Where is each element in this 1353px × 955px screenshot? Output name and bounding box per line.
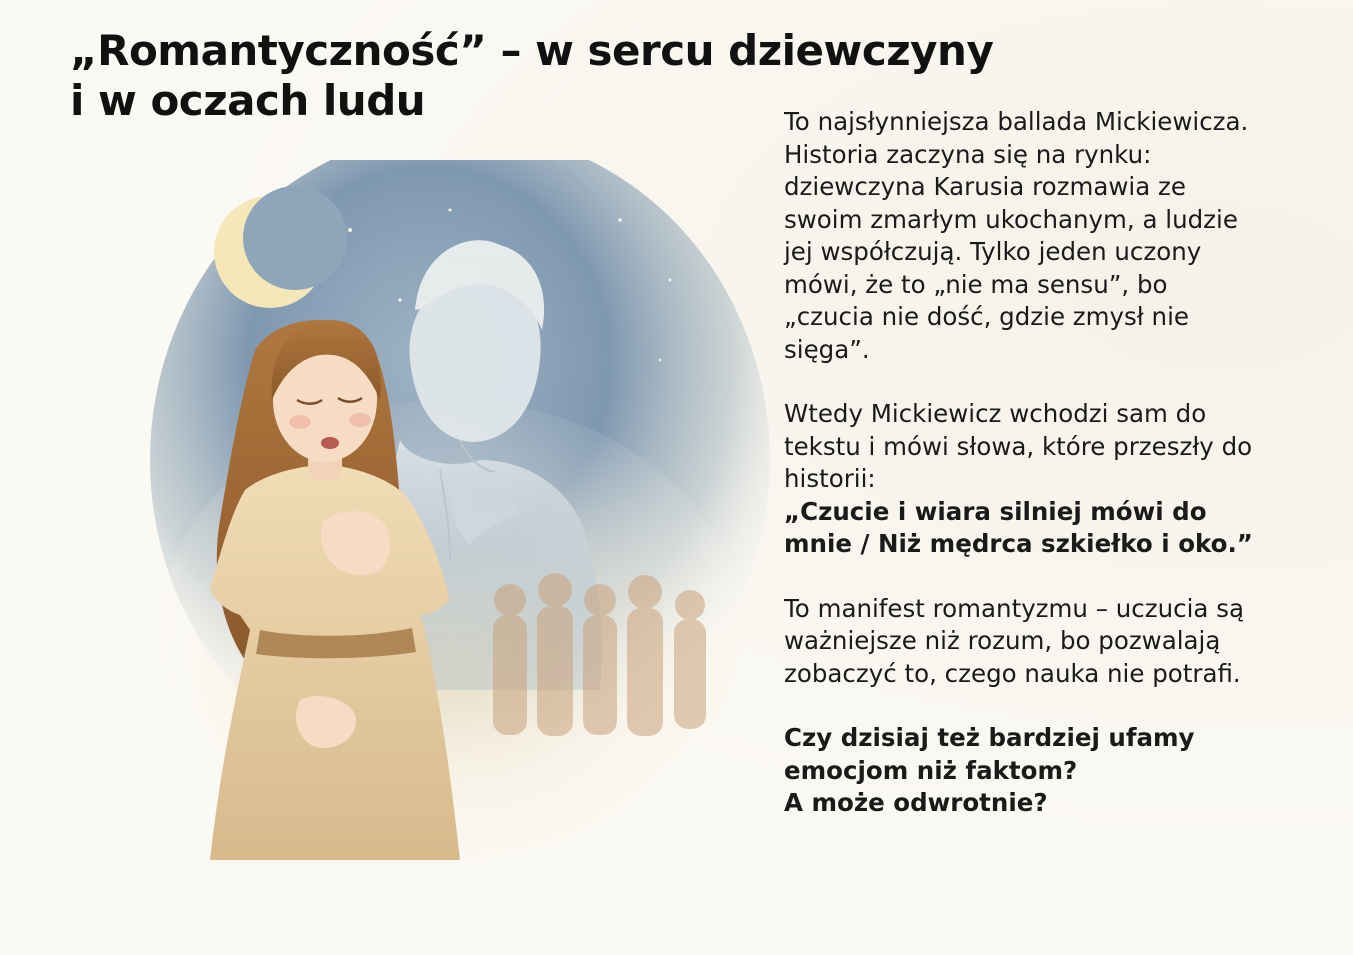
question-line-2: A może odwrotnie? — [784, 788, 1048, 817]
paragraph-author — [784, 398, 1264, 561]
title-line-2: i w oczach ludu — [70, 76, 426, 125]
text-column — [784, 106, 1264, 852]
paragraph-manifest: To manifest romantyzmu – uczucia są ważniejsze niż rozum, bo pozwalają zobaczyć to, czego nauka nie potrafi. — [784, 593, 1245, 688]
paragraph-author-intro: Wtedy Mickiewicz wchodzi sam do tekstu i mówi słowa, które przeszły do historii: — [784, 399, 1253, 493]
title-line-1: „Romantyczność” – w sercu dziewczyny — [70, 26, 994, 75]
paragraph-intro: To najsłynniejsza ballada Mickiewicza. Historia zaczyna się na rynku: dziewczyna Karusia rozmawia ze swoim zmarłym ukochanym, a ludzie jej współczują. Tylko jeden uczony mówi, że to „nie ma sensu”, bo „czucia nie dość, gdzie zmysł nie sięga”. — [784, 107, 1249, 364]
quote: „Czucie i wiara silniej mówi do mnie / Niż mędrca szkiełko i oko.” — [784, 496, 1253, 558]
question-line-1: Czy dzisiaj też bardziej ufamy emocjom niż faktom? — [784, 723, 1195, 785]
watercolor-illustration-icon — [150, 160, 770, 860]
illustration — [150, 160, 770, 860]
closing-question — [784, 722, 1264, 820]
